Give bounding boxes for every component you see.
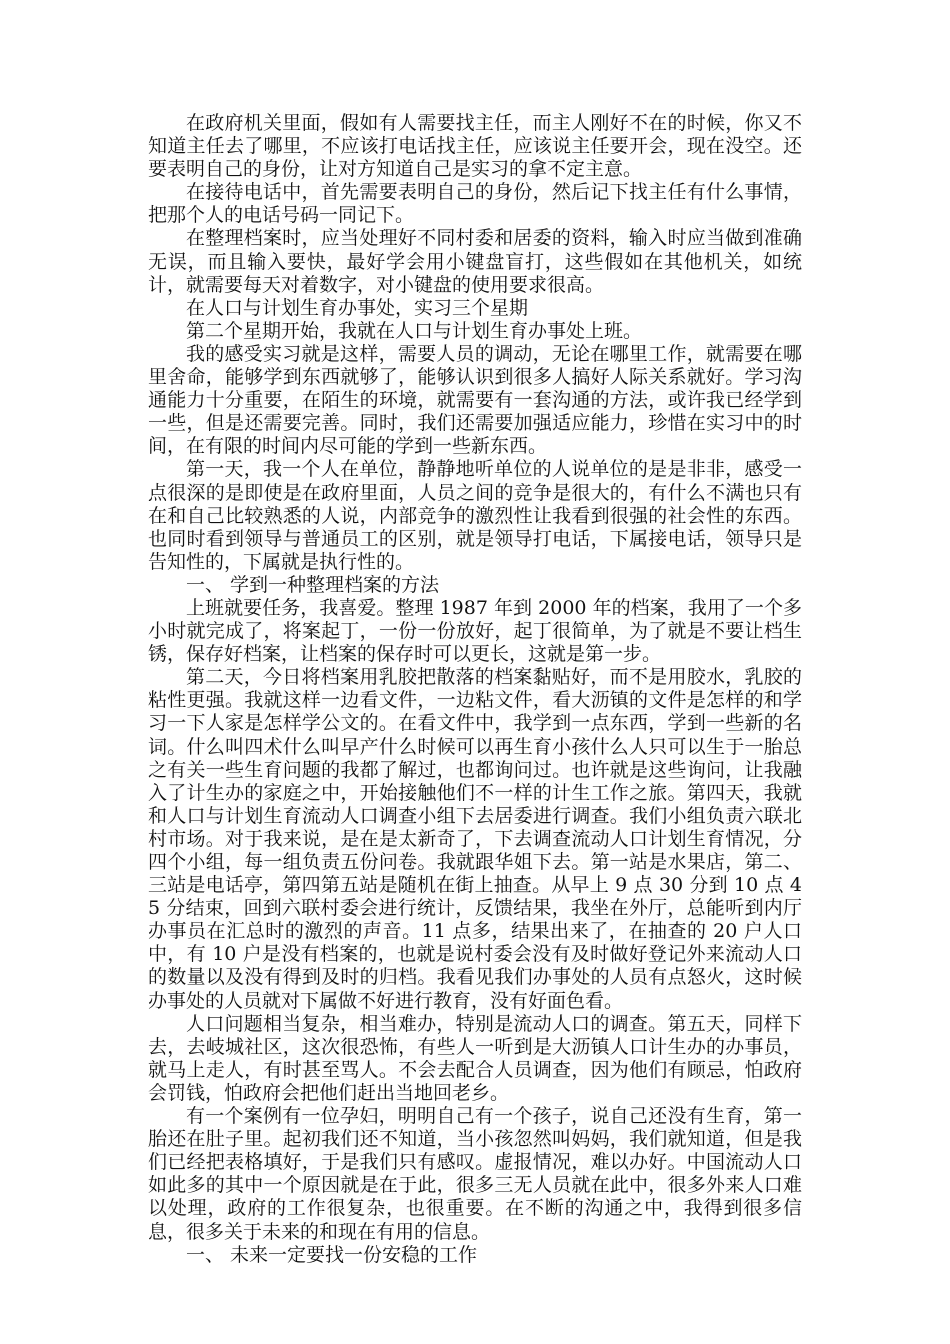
section-heading-stable-job: 一、 未来一定要找一份安稳的工作 — [186, 1243, 478, 1266]
paragraph-second-day-survey: 第二天，今日将档案用乳胶把散落的档案黏贴好，而不是用胶水，乳胶的粘性更强。我就这样一边看文件，一边粘文件，看大沥镇的文件是怎样的和学习一下人家是怎样学公文的。在看文件中，我学到一点东西，学到一些新的名词。什么叫四术什么叫早产什么时候可以再生育小孩什么人只可以生于一胎总之有关一些生育问题的我都了解过，也都询问过。也许就是这些询问，让我融入了计生办的家庭之中，开始接触他们不一样的计生工作之旅。第四天，我就和人口与计划生育流动人口调查小组下去居委进行调查。我们小组负责六联北村市场。对于我来说，是在是太新奇了，下去调查流动人口计划生育情况，分四个小组，每一组负责五份问卷。我就跟华姐下去。第一站是水果店，第二、三站是电话亭，第四第五站是随机在街上抽查。从早上 9 点 30 分到 10 点 45 分结束，回到六联村委会进行统计，反馈结果，我坐在外厅，总能听到内厅办事员在汇总时的激烈的声音。11 点多，结果出来了，在抽查的 20 户人口中，有 10 户是没有档案的，也就是说村委会没有及时做好登记外来流动人口的数量以及没有得到及时的归档。我看见我们办事处的人员有点怒火，这时候办事处的人员就对下属做不好进行教育，没有好面色看。 — [148, 666, 802, 1012]
paragraph-phone-reception: 在接待电话中，首先需要表明自己的身份，然后记下找主任有什么事情，把那个人的电话号码一同记下。 — [148, 181, 802, 227]
paragraph-pregnant-case: 有一个案例有一位孕妇，明明自己有一个孩子，说自己还没有生育，第一胎还在肚子里。起初我们还不知道，当小孩忽然叫妈妈，我们就知道，但是我们已经把表格填好，于是我们只有感叹。虚报情况，难以办好。中国流动人口如此多的其中一个原因就是在于此，很多三无人员就在此中，很多外来人口难以处理，政府的工作很复杂，也很重要。在不断的沟通之中，我得到很多信息，很多关于未来的和现在有用的信息。 — [148, 1105, 802, 1243]
paragraph-population-issues: 人口问题相当复杂，相当难办，特别是流动人口的调查。第五天，同样下去，去岐城社区，这次很恐怖，有些人一听到是大沥镇人口计生办的办事员，就马上走人，有时甚至骂人。不会去配合人员调查，因为他们有顾忌，怕政府会罚钱，怕政府会把他们赶出当地回老乡。 — [148, 1012, 802, 1104]
paragraph-first-day: 第一天，我一个人在单位，静静地听单位的人说单位的是是非非，感受一点很深的是即使是在政府里面，人员之间的竞争是很大的，有什么不满也只有在和自己比较熟悉的人说，内部竞争的激烈性让我看到很强的社会性的东西。也同时看到领导与普通员工的区别，就是领导打电话，下属接电话，领导只是告知性的，下属就是执行性的。 — [148, 458, 802, 573]
section-heading-archive-method: 一、 学到一种整理档案的方法 — [186, 573, 440, 596]
paragraph-answering-for-director: 在政府机关里面，假如有人需要找主任，而主人刚好不在的时候，你又不知道主任去了哪里，不应该打电话找主任，应该说主任要开会，现在没空。还要表明自己的身份，让对方知道自己是实习的拿不定主意。 — [148, 112, 802, 181]
paragraph-second-week: 第二个星期开始，我就在人口与计划生育办事处上班。 — [186, 319, 643, 342]
paragraph-three-weeks: 在人口与计划生育办事处，实习三个星期 — [186, 296, 529, 319]
paragraph-archive-task: 上班就要任务，我喜爱。整理 1987 年到 2000 年的档案，我用了一个多小时就完成了，将案起丁，一份一份放好，起丁很简单，为了就是不要让档生锈，保存好档案，让档案的保存时可以更长，这就是第一步。 — [148, 596, 802, 666]
paragraph-archive-input: 在整理档案时，应当处理好不同村委和居委的资料，输入时应当做到准确无误，而且输入要快，最好学会用小键盘盲打，这些假如在其他机关，如统计，就需要每天对着数字，对小键盘的使用要求很高。 — [148, 227, 802, 296]
paragraph-internship-feelings: 我的感受实习就是这样，需要人员的调动，无论在哪里工作，就需要在哪里舍命，能够学到东西就够了，能够认识到很多人搞好人际关系就好。学习沟通能力十分重要，在陌生的环境，就需要有一套沟通的方法，或许我已经学到一些，但是还需要完善。同时，我们还需要加强适应能力，珍惜在实习中的时间，在有限的时间内尽可能的学到一些新东西。 — [148, 342, 802, 458]
document-body — [148, 112, 802, 1267]
